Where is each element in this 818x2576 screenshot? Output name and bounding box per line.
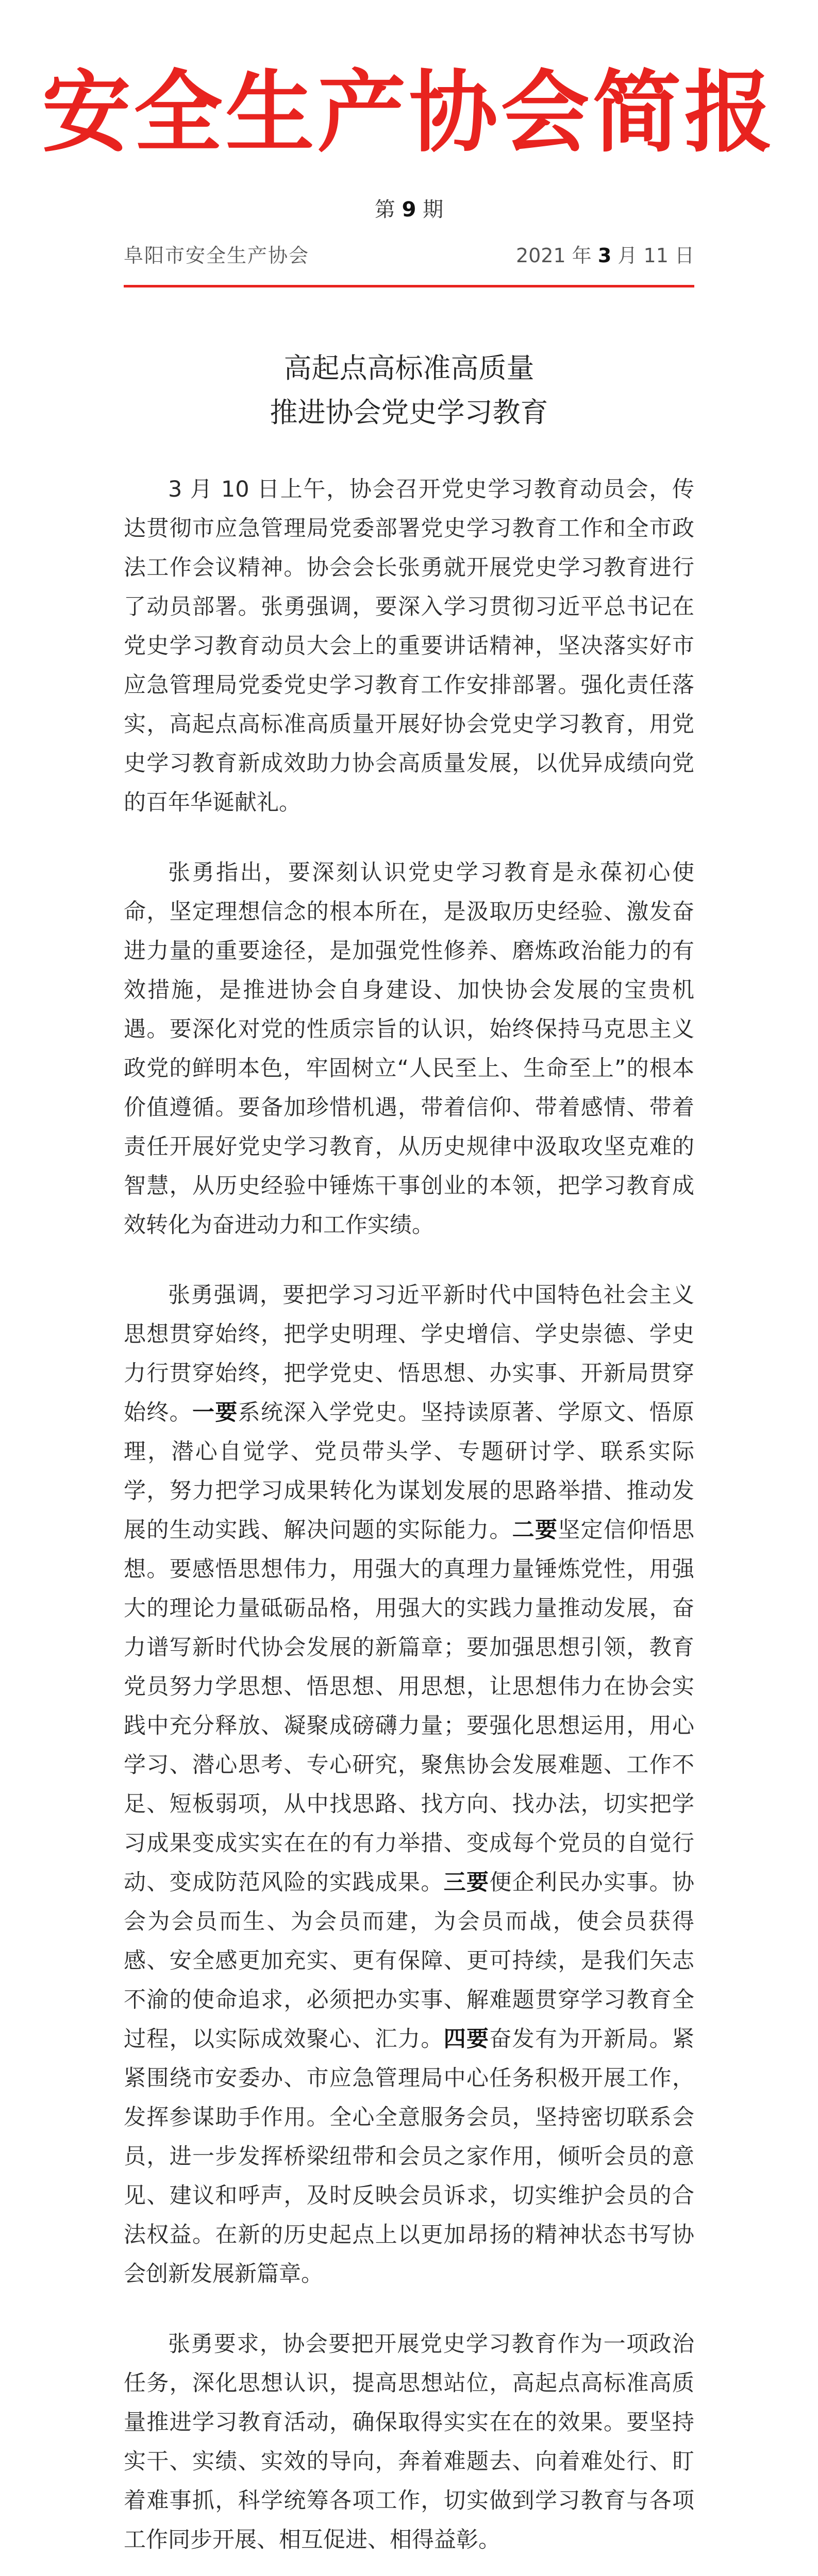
article-paragraph [124, 1276, 694, 2294]
date-day-unit: 日 [674, 244, 694, 267]
issue-prefix: 第 [374, 198, 395, 222]
date-day: 11 [643, 244, 669, 267]
article-paragraph [124, 2325, 694, 2560]
emphasis-keyword: 二要 [512, 1517, 558, 1543]
date-year: 2021 [515, 244, 566, 267]
organization-name: 阜阳市安全生产协会 [124, 244, 310, 267]
article-title [0, 346, 818, 435]
article-title-line2: 推进协会党史学习教育 [270, 396, 548, 429]
emphasis-keyword: 三要 [443, 1870, 490, 1895]
emphasis-keyword: 一要 [192, 1400, 238, 1426]
issue-suffix: 期 [423, 198, 444, 222]
issue-number-value: 9 [402, 198, 416, 222]
paragraph-text: 系统深入学党史。坚持读原著、学原文、悟原理，潜心自觉学、党员带头学、专题研讨学、联系实际学，努力把学习成果转化为谋划发展的思路举措、推动发展的生动实践、解决问题的实际能力。 [124, 1400, 695, 1543]
paragraph-text: 张勇强调，要把学习习近平新时代中国特色社会主义思想贯穿始终，把学史明理、学史增信、学史崇德、学史力行贯穿始终，把学党史、悟思想、办实事、开新局贯穿始终。 [124, 1282, 694, 1426]
paragraph-text: 坚定信仰悟思想。要感悟思想伟力，用强大的真理力量锤炼党性，用强大的理论力量砥砺品格，用强大的实践力量推动发展，奋力谱写新时代协会发展的新篇章；要加强思想引领，教育党员努力学思想、悟思想、用思想，让思想伟力在协会实践中充分释放、凝聚成磅礴力量；要强化思想运用，用心学习、潜心思考、专心研究，聚焦协会发展难题、工作不足、短板弱项，从中找思路、找方向、找办法，切实把学习成果变成实实在在的有力举措、变成每个党员的自觉行动、变成防范风险的实践成果。 [124, 1517, 695, 1895]
article-paragraph [124, 470, 694, 822]
paragraph-text: 张勇要求，协会要把开展党史学习教育作为一项政治任务，深化思想认识，提高思想站位，高起点高标准高质量推进学习教育活动，确保取得实实在在的效果。要坚持实干、实绩、实效的导向，奔着难题去、向着难处行、盯着难事抓，科学统筹各项工作，切实做到学习教育与各项工作同步开展、相互促进、相得益彰。 [124, 2331, 694, 2553]
paragraph-text: 便企利民办实事。协会为会员而生、为会员而建，为会员而战，使会员获得感、安全感更加充实、更有保障、更可持续，是我们矢志不渝的使命追求，必须把办实事、解难题贯穿学习教育全过程，以实际成效聚心、汇力。 [124, 1870, 695, 2052]
masthead-title: 安全生产协会简报 [42, 60, 776, 164]
date-year-unit: 年 [572, 244, 592, 267]
issue-number [0, 197, 818, 223]
paragraph-text: 张勇指出，要深刻认识党史学习教育是永葆初心使命，坚定理想信念的根本所在，是汲取历史经验、激发奋进力量的重要途径，是加强党性修养、磨炼政治能力的有效措施，是推进协会自身建设、加快协会发展的宝贵机遇。要深化对党的性质宗旨的认识，始终保持马克思主义政党的鲜明本色，牢固树立“人民至上、生命至上”的根本价值遵循。要备加珍惜机遇，带着信仰、带着感情、带着责任开展好党史学习教育，从历史规律中汲取攻坚克难的智慧，从历史经验中锤炼干事创业的本领，把学习教育成效转化为奋进动力和工作实绩。 [124, 860, 694, 1238]
article-body [124, 470, 694, 2576]
emphasis-keyword: 四要 [443, 2026, 490, 2052]
date-month: 3 [597, 244, 612, 267]
paragraph-text: 3 月 10 日上午，协会召开党史学习教育动员会，传达贯彻市应急管理局党委部署党史学习教育工作和全市政法工作会议精神。协会会长张勇就开展党史学习教育进行了动员部署。张勇强调，要深入学习贯彻习近平总书记在党史学习教育动员大会上的重要讲话精神，坚决落实好市应急管理局党委党史学习教育工作安排部署。强化责任落实，高起点高标准高质量开展好协会党史学习教育，用党史学习教育新成效助力协会高质量发展，以优异成绩向党的百年华诞献礼。 [124, 477, 694, 816]
publication-meta [124, 241, 694, 270]
article-paragraph [124, 853, 694, 1245]
header-divider [124, 285, 694, 287]
article-title-line1: 高起点高标准高质量 [283, 352, 535, 384]
paragraph-text: 奋发有为开新局。紧紧围绕市安委办、市应急管理局中心任务积极开展工作，发挥参谋助手作用。全心全意服务会员，坚持密切联系会员，进一步发挥桥梁纽带和会员之家作用，倾听会员的意见、建议和呼声，及时反映会员诉求，切实维护会员的合法权益。在新的历史起点上以更加昂扬的精神状态书写协会创新发展新篇章。 [124, 2026, 695, 2287]
publication-date [516, 241, 694, 270]
date-month-unit: 月 [617, 244, 638, 267]
